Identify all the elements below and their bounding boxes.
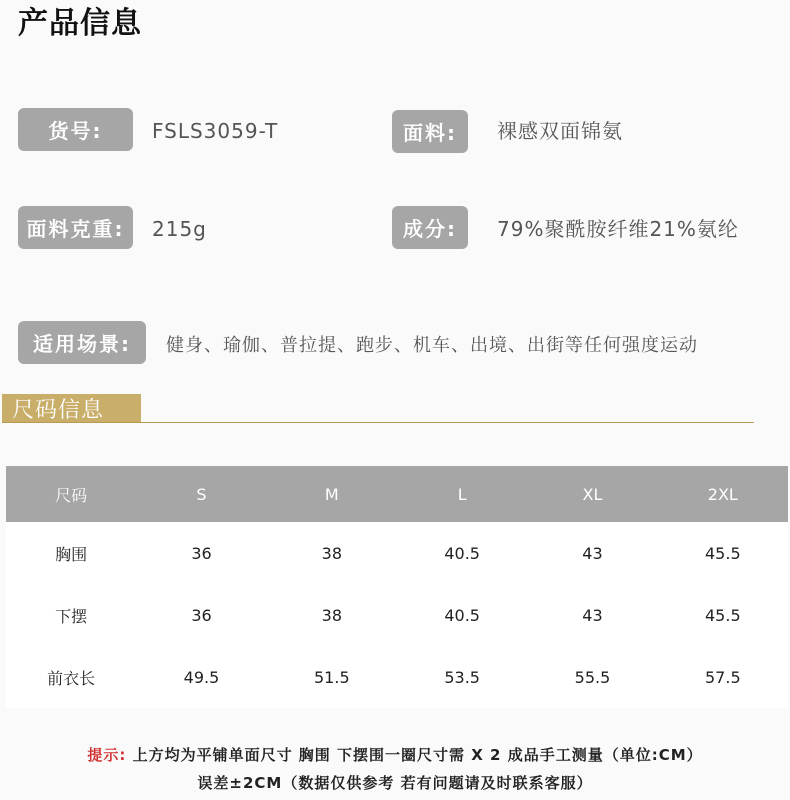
- table-cell: 55.5: [574, 667, 611, 687]
- table-row: [6, 646, 788, 708]
- table-cell: 53.5: [444, 667, 480, 687]
- label-fabric-weight: 面料克重:: [18, 206, 133, 249]
- row-label: 胸围: [55, 544, 88, 564]
- value-fabric-weight: 215g: [152, 217, 207, 241]
- banner-divider: [2, 422, 754, 423]
- note-text-2: 误差±2CM（数据仅供参考 若有问题请及时联系客服）: [197, 774, 593, 792]
- value-usage: 健身、瑜伽、普拉提、跑步、机车、出境、出街等任何强度运动: [166, 335, 698, 356]
- table-cell: 40.5: [444, 543, 480, 563]
- table-cell: 45.5: [705, 605, 741, 625]
- table-row: [6, 584, 788, 646]
- size-info-banner: 尺码信息: [2, 394, 141, 422]
- product-info-title: 产品信息: [18, 6, 142, 41]
- tip-label: 提示:: [87, 746, 127, 764]
- table-cell: 45.5: [705, 543, 741, 563]
- label-usage: 适用场景:: [18, 321, 146, 364]
- value-composition: 79%聚酰胺纤维21%氨纶: [497, 217, 739, 241]
- table-cell: 51.5: [314, 667, 350, 687]
- note-line-2: [0, 772, 790, 793]
- value-sku: FSLS3059-T: [152, 119, 279, 143]
- header-xl: XL: [582, 484, 603, 504]
- label-fabric: 面料:: [392, 110, 468, 153]
- value-fabric: 裸感双面锦氨: [497, 119, 623, 143]
- note-text-1: 上方均为平铺单面尺寸 胸围 下摆围一圈尺寸需 X 2 成品手工测量（单位:CM）: [132, 746, 703, 764]
- note-line-1: [0, 744, 790, 765]
- header-2xl: 2XL: [707, 484, 738, 504]
- table-row: [6, 522, 788, 584]
- table-cell: 49.5: [183, 667, 220, 687]
- table-cell: 43: [582, 543, 603, 563]
- table-cell: 38: [321, 543, 342, 563]
- header-s: S: [196, 484, 207, 504]
- table-cell: 43: [582, 605, 603, 625]
- table-cell: 36: [191, 543, 212, 563]
- label-composition: 成分:: [392, 206, 468, 249]
- row-label: 下摆: [55, 606, 88, 626]
- table-cell: 36: [191, 605, 212, 625]
- table-header-row: [6, 466, 788, 522]
- size-table: [6, 466, 788, 708]
- table-cell: 38: [321, 605, 342, 625]
- table-cell: 57.5: [705, 667, 741, 687]
- header-m: M: [324, 484, 339, 504]
- header-l: L: [457, 484, 467, 504]
- table-cell: 40.5: [444, 605, 480, 625]
- size-table-container: [6, 466, 788, 708]
- label-sku: 货号:: [18, 108, 133, 151]
- header-size: 尺码: [55, 485, 88, 505]
- row-label: 前衣长: [47, 668, 96, 688]
